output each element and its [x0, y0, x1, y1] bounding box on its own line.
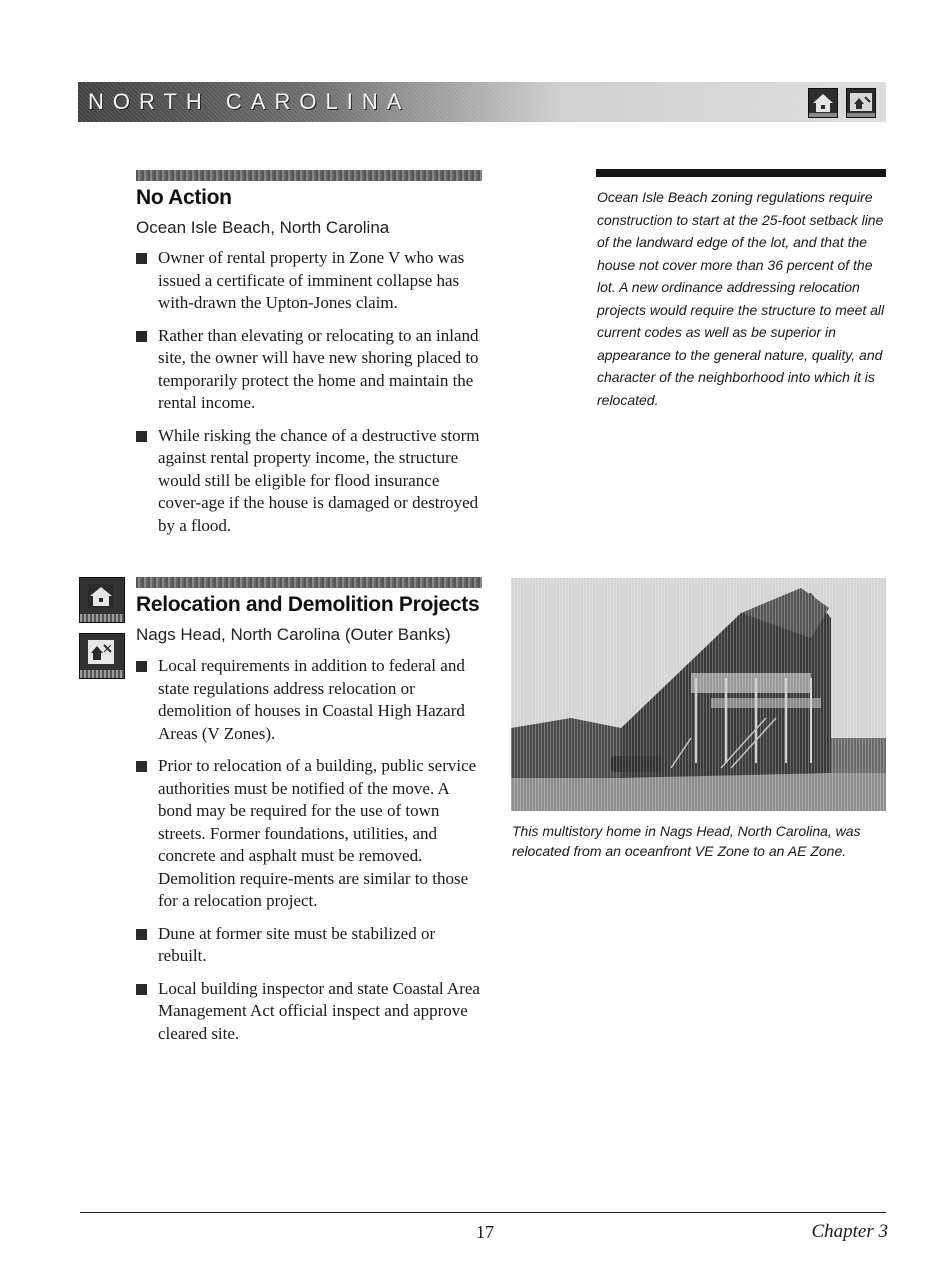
list-item: [136, 247, 486, 315]
bullet-text: Prior to relocation of a building, public service authorities must be notified of the move. A bond may be required for the use of town streets. Former foundations, utilities, and concrete and asphalt must be removed. Demolition require-ments are similar to those for a relocation project.: [158, 756, 477, 910]
list-item: [136, 923, 486, 968]
bullet-square-icon: [136, 661, 147, 672]
footer-rule: [80, 1212, 886, 1213]
state-banner: [78, 82, 886, 122]
relocation-subheading: Nags Head, North Carolina (Outer Banks): [136, 625, 451, 644]
bullet-square-icon: [136, 929, 147, 940]
section-rule: [136, 577, 482, 588]
no-action-heading: No Action: [136, 186, 232, 209]
list-item: [136, 978, 486, 1046]
bullet-text: Dune at former site must be stabilized or rebuilt.: [158, 923, 436, 965]
chapter-label: Chapter 3: [811, 1221, 888, 1242]
banner-title: NORTH CAROLINA: [88, 89, 411, 114]
house-photo: [511, 578, 886, 811]
list-item: [136, 755, 486, 913]
page-number: 17: [476, 1222, 494, 1242]
no-action-bullet-list: [136, 247, 486, 547]
bullet-text: Rather than elevating or relocating to an inland site, the owner will have new shoring placed to temporarily protect the home and maintain the rental income.: [158, 325, 479, 412]
sidebar-rule: [596, 169, 886, 177]
bullet-square-icon: [136, 253, 147, 264]
list-item: [136, 325, 486, 415]
bullet-square-icon: [136, 431, 147, 442]
no-action-subheading: Ocean Isle Beach, North Carolina: [136, 218, 390, 237]
bullet-square-icon: [136, 761, 147, 772]
house-icon: [808, 88, 838, 118]
list-item: [136, 425, 486, 538]
bullet-square-icon: [136, 984, 147, 995]
relocation-icon: [79, 633, 125, 679]
relocation-bullet-list: [136, 655, 486, 1055]
bullet-text: While risking the chance of a destructive storm against rental property income, the structure would still be eligible for flood insurance cover-age if the house is damaged or destroyed by a flood.: [158, 425, 480, 535]
sidebar-note: Ocean Isle Beach zoning regulations require construction to start at the 25-foot setback line of the landward edge of the lot, and that the house not cover more than 36 percent of the lot. A new ordinance addressing relocation projects would require the structure to meet all current codes as well as be superior in appearance to the general nature, quality, and character of the neighborhood into which it is relocated.: [597, 189, 885, 408]
bullet-text: Local building inspector and state Coastal Area Management Act official inspect and approve cleared site.: [158, 978, 480, 1043]
bullet-square-icon: [136, 331, 147, 342]
house-icon: [79, 577, 125, 623]
bullet-text: Local requirements in addition to federal and state regulations address relocation or demolition of houses in Coastal High Hazard Areas (V Zones).: [158, 656, 465, 743]
relocation-heading: Relocation and Demolition Projects: [136, 593, 480, 616]
photo-caption: This multistory home in Nags Head, North Carolina, was relocated from an oceanfront VE Zone to an AE Zone.: [512, 823, 861, 859]
list-item: [136, 655, 486, 745]
bullet-text: Owner of rental property in Zone V who was issued a certificate of imminent collapse has with-drawn the Upton-Jones claim.: [158, 248, 465, 312]
relocation-icon: [846, 88, 876, 118]
section-rule: [136, 170, 482, 181]
